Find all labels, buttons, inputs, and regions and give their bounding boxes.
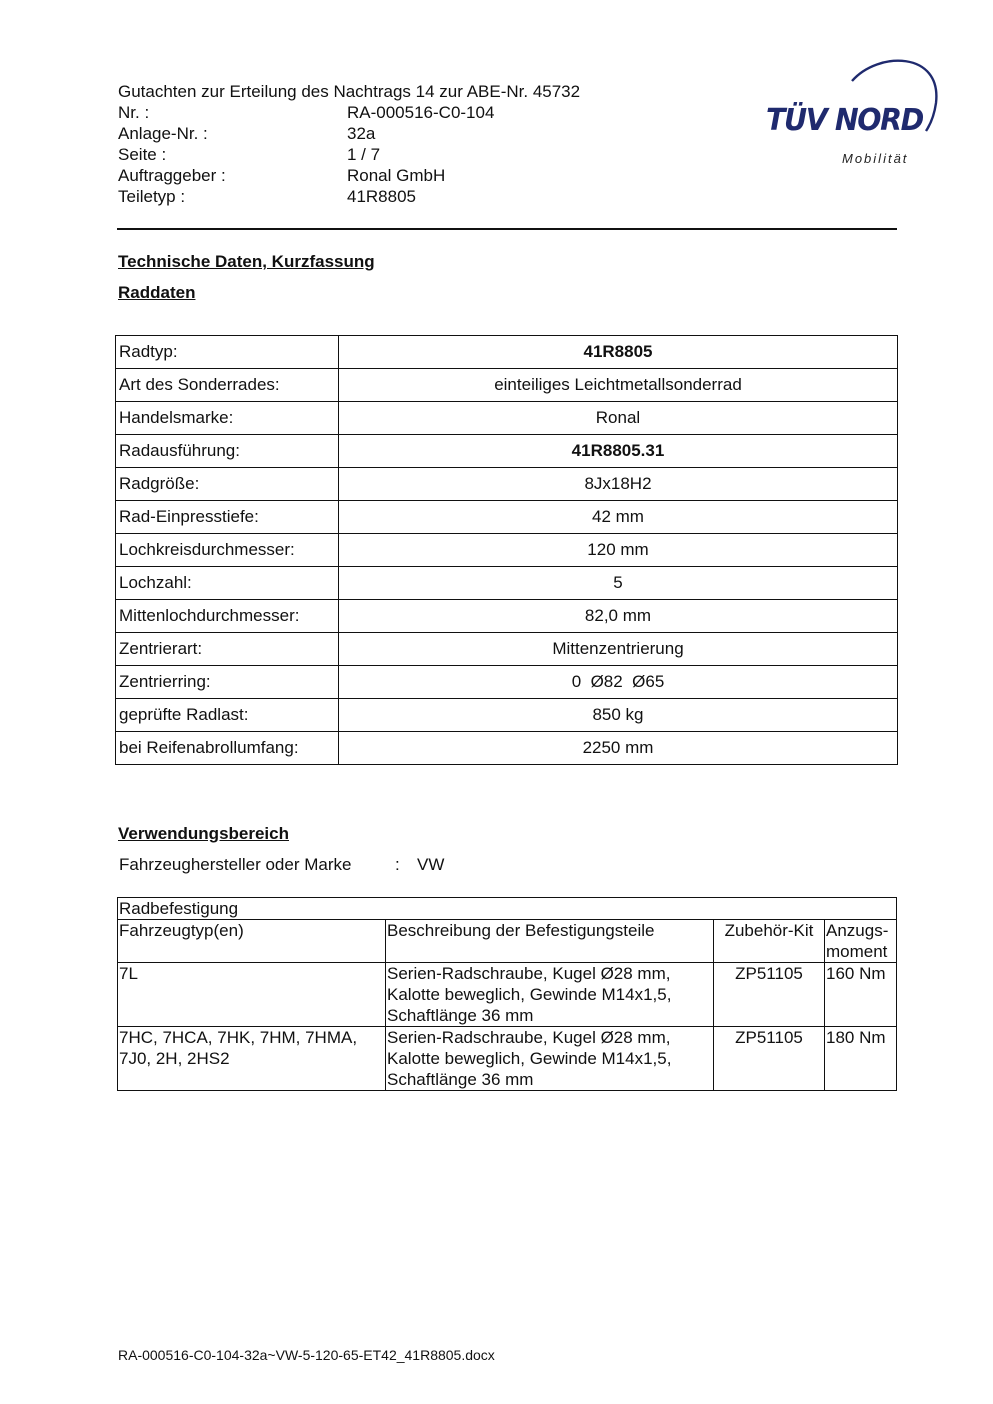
header-value: Ronal GmbH xyxy=(347,166,446,185)
table-row xyxy=(118,963,897,1027)
wheel-value: 850 kg xyxy=(339,699,898,732)
table-row xyxy=(116,600,898,633)
header-row-auftraggeber xyxy=(118,165,494,186)
wheel-label: Radtyp: xyxy=(116,336,339,369)
wheel-value: 8Jx18H2 xyxy=(339,468,898,501)
wheel-label: Art des Sonderrades: xyxy=(116,369,339,402)
wheel-label: geprüfte Radlast: xyxy=(116,699,339,732)
wheel-label: Radausführung: xyxy=(116,435,339,468)
wheel-data-table xyxy=(115,335,898,765)
document-title: Gutachten zur Erteilung des Nachtrags 14 zur ABE-Nr. 45732 xyxy=(118,82,581,101)
header-row-nr xyxy=(118,102,494,123)
header-info xyxy=(118,102,494,207)
manufacturer-value: VW xyxy=(417,855,445,874)
logo-wordmark: TÜV NORD xyxy=(766,103,923,138)
wheel-value: 120 mm xyxy=(339,534,898,567)
wheel-value: 41R8805 xyxy=(339,336,898,369)
manufacturer-colon: : xyxy=(395,855,400,874)
wheel-value: einteiliges Leichtmetallsonderrad xyxy=(339,369,898,402)
cell-description: Serien-Radschraube, Kugel Ø28 mm, Kalotte beweglich, Gewinde M14x1,5, Schaftlänge 36 mm xyxy=(386,963,714,1027)
logo-subtitle: Mobilität xyxy=(842,151,909,166)
column-header-kit: Zubehör-Kit xyxy=(714,920,825,963)
wheel-value: Mittenzentrierung xyxy=(339,633,898,666)
table-row xyxy=(116,501,898,534)
wheel-value: 42 mm xyxy=(339,501,898,534)
wheel-value: 41R8805.31 xyxy=(339,435,898,468)
header-value: 41R8805 xyxy=(347,187,417,206)
wheel-label: Zentrierring: xyxy=(116,666,339,699)
cell-description: Serien-Radschraube, Kugel Ø28 mm, Kalotte beweglich, Gewinde M14x1,5, Schaftlänge 36 mm xyxy=(386,1027,714,1091)
cell-kit: ZP51105 xyxy=(714,1027,825,1091)
header-value: 1 / 7 xyxy=(347,145,381,164)
cell-torque: 160 Nm xyxy=(825,963,897,1027)
section-heading-wheel-data: Raddaten xyxy=(118,283,196,302)
cell-kit: ZP51105 xyxy=(714,963,825,1027)
header-row-anlage xyxy=(118,123,494,144)
manufacturer-line xyxy=(119,855,445,875)
section-heading-technical: Technische Daten, Kurzfassung xyxy=(118,252,375,271)
footer-filename: RA-000516-C0-104-32a~VW-5-120-65-ET42_41R8805.docx xyxy=(118,1347,495,1363)
cell-types: 7HC, 7HCA, 7HK, 7HM, 7HMA, 7J0, 2H, 2HS2 xyxy=(118,1027,386,1091)
header-value: 32a xyxy=(347,124,376,143)
table-row xyxy=(116,633,898,666)
wheel-value: 0 Ø82 Ø65 xyxy=(339,666,898,699)
header-label: Nr. : xyxy=(118,103,150,122)
column-header-torque: Anzugs- moment xyxy=(825,920,897,963)
wheel-label: Rad-Einpresstiefe: xyxy=(116,501,339,534)
table-row xyxy=(116,402,898,435)
header-row-teiletyp xyxy=(118,186,494,207)
wheel-value: 5 xyxy=(339,567,898,600)
wheel-value: 2250 mm xyxy=(339,732,898,765)
wheel-label: Mittenlochdurchmesser: xyxy=(116,600,339,633)
header-label: Anlage-Nr. : xyxy=(118,124,208,143)
header-label: Teiletyp : xyxy=(118,187,186,206)
header-label: Seite : xyxy=(118,145,167,164)
fixing-title: Radbefestigung xyxy=(118,898,897,920)
table-row xyxy=(116,435,898,468)
wheel-label: Handelsmarke: xyxy=(116,402,339,435)
column-header-description: Beschreibung der Befestigungsteile xyxy=(386,920,714,963)
header-row-seite xyxy=(118,144,494,165)
section-heading-usage: Verwendungsbereich xyxy=(118,824,289,843)
header-value: RA-000516-C0-104 xyxy=(347,103,495,122)
cell-torque: 180 Nm xyxy=(825,1027,897,1091)
wheel-label: bei Reifenabrollumfang: xyxy=(116,732,339,765)
wheel-label: Lochkreisdurchmesser: xyxy=(116,534,339,567)
table-row xyxy=(116,336,898,369)
wheel-label: Radgröße: xyxy=(116,468,339,501)
table-row xyxy=(118,1027,897,1091)
table-row xyxy=(116,534,898,567)
wheel-label: Zentrierart: xyxy=(116,633,339,666)
cell-types: 7L xyxy=(118,963,386,1027)
tuv-nord-logo xyxy=(760,55,945,175)
table-row xyxy=(116,699,898,732)
table-row xyxy=(116,369,898,402)
wheel-fixing-table xyxy=(117,897,897,1091)
table-row xyxy=(116,468,898,501)
wheel-label: Lochzahl: xyxy=(116,567,339,600)
column-header-types: Fahrzeugtyp(en) xyxy=(118,920,386,963)
table-title-row xyxy=(118,898,897,920)
wheel-value: 82,0 mm xyxy=(339,600,898,633)
wheel-value: Ronal xyxy=(339,402,898,435)
table-row xyxy=(116,666,898,699)
header-label: Auftraggeber : xyxy=(118,166,226,185)
header-divider xyxy=(117,228,897,230)
table-header-row xyxy=(118,920,897,963)
table-row xyxy=(116,732,898,765)
table-row xyxy=(116,567,898,600)
manufacturer-label: Fahrzeughersteller oder Marke xyxy=(119,855,352,874)
